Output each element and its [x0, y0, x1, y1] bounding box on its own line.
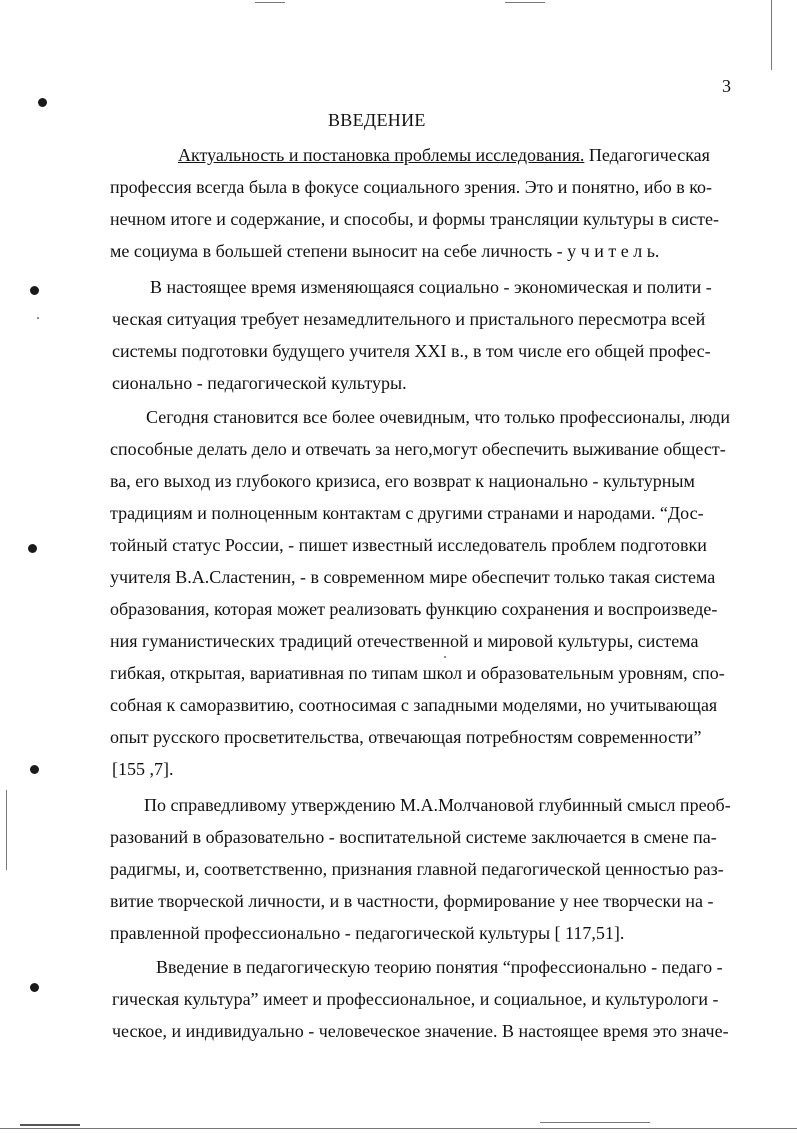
text-line: Введение в педагогическую теорию понятия “профессионально - педаго - — [156, 957, 723, 977]
left-edge-line — [6, 790, 7, 870]
scan-speck — [444, 656, 446, 658]
section-heading: ВВЕДЕНИЕ — [328, 110, 426, 130]
text-line: ческая ситуация требует незамедлительного и пристального пересмотра всей — [112, 309, 706, 329]
binder-hole — [28, 544, 37, 553]
text-line: По справедливому утверждению М.А.Молчановой глубинный смысл преоб- — [144, 795, 731, 815]
underlined-phrase: Актуальность и постановка проблемы исследования. — [178, 145, 585, 165]
binder-hole — [30, 983, 39, 992]
text-line: учителя В.А.Сластенин, - в современном мире обеспечит только такая система — [110, 567, 716, 587]
bottom-scan-line — [20, 1124, 80, 1126]
bottom-scan-line — [0, 1128, 797, 1129]
text-line: Сегодня становится все более очевидным, что только профессионалы, люди — [146, 407, 730, 427]
text-line: традициям и полноценным контактам с другими странами и народами. “Дос- — [110, 503, 704, 523]
text-line: тойный статус России, - пишет известный исследователь проблем подготовки — [110, 535, 707, 555]
text-line: ния гуманистических традиций отечественной и мировой культуры, система — [110, 631, 699, 651]
bottom-scan-line — [540, 1122, 650, 1123]
scan-speck — [37, 317, 39, 319]
binder-hole — [30, 765, 39, 774]
page-number: 3 — [722, 76, 731, 96]
top-scan-line — [505, 2, 545, 3]
text-line: ва, его выход из глубокого кризиса, его возврат к национально - культурным — [110, 471, 695, 491]
text-line: Актуальность и постановка проблемы исследования. Педагогическая — [178, 145, 710, 165]
text-line: системы подготовки будущего учителя XXI в., в том числе его общей профес- — [112, 341, 711, 361]
text-line: образования, которая может реализовать функцию сохранения и воспроизведе- — [110, 599, 718, 619]
text-line: правленной профессионально - педагогической культуры [ 117,51]. — [110, 923, 625, 943]
text-line: собная к саморазвитию, соотносимая с западными моделями, но учитывающая — [110, 695, 718, 715]
top-scan-line — [255, 2, 285, 3]
text-line: разований в образовательно - воспитательной системе заключается в смене па- — [110, 827, 717, 847]
text-line: нечном итоге и содержание, и способы, и формы трансляции культуры в систе- — [110, 209, 719, 229]
text-line: гибкая, открытая, вариативная по типам школ и образовательным уровням, спо- — [110, 663, 725, 683]
text-line: опыт русского просветительства, отвечающая потребностям современности” — [110, 727, 702, 747]
right-edge-line — [771, 0, 772, 70]
text-line: ме социума в большей степени выносит на себе личность - у ч и т е л ь. — [110, 241, 660, 261]
text-line: В настоящее время изменяющаяся социально - экономическая и полити - — [150, 277, 712, 297]
text-line: сионально - педагогической культуры. — [112, 373, 407, 393]
citation: [155 ,7]. — [112, 759, 174, 779]
text-line: витие творческой личности, и в частности, формирование у нее творчески на - — [110, 891, 714, 911]
text-line: радигмы, и, соответственно, признания главной педагогической ценностью раз- — [110, 859, 724, 879]
text-line: профессия всегда была в фокусе социального зрения. Это и понятно, ибо в ко- — [110, 177, 713, 197]
binder-hole — [38, 98, 47, 107]
text-line: ческое, и индивидуально - человеческое значение. В настоящее время это значе- — [112, 1021, 729, 1041]
binder-hole — [30, 286, 39, 295]
text-line: гическая культура” имеет и профессиональное, и социальное, и культурологи - — [112, 989, 719, 1009]
text-line: способные делать дело и отвечать за него,могут обеспечить выживание общест- — [110, 439, 726, 459]
